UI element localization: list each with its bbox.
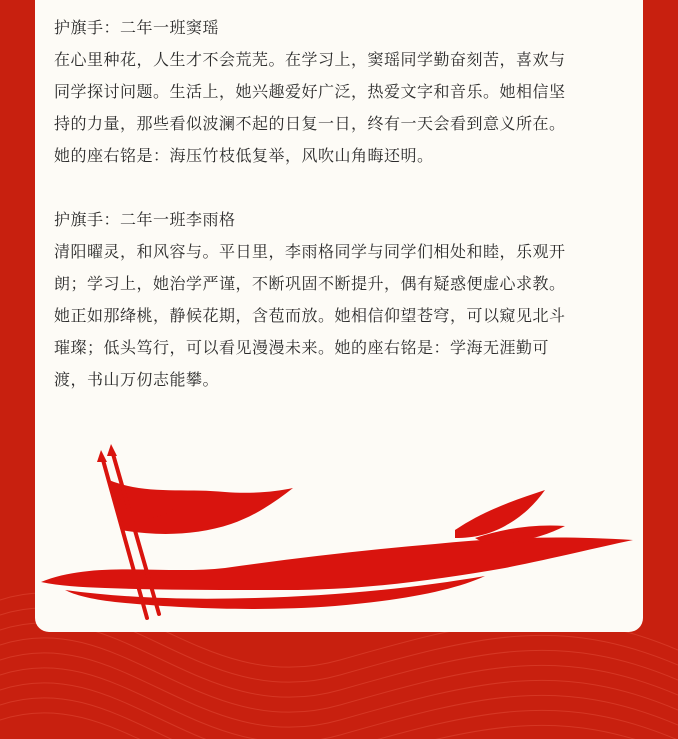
content-card [35,0,643,632]
text-line: 她的座右铭是：海压竹枝低复举，风吹山角晦还明。 [54,146,434,165]
red-flag-icon [35,440,643,632]
section-flag-bearer-2 [54,204,634,396]
section-flag-bearer-1 [54,12,634,172]
article-body [54,12,634,428]
text-line: 在心里种花，人生才不会荒芜。在学习上，窦瑶同学勤奋刻苦，喜欢与 [54,50,566,69]
text-line: 清阳曜灵，和风容与。平日里，李雨格同学与同学们相处和睦，乐观开 [54,242,566,261]
text-line: 同学探讨问题。生活上，她兴趣爱好广泛，热爱文字和音乐。她相信坚 [54,82,566,101]
section-title: 护旗手：二年一班李雨格 [54,210,236,229]
text-line: 她正如那绛桃，静候花期，含苞而放。她相信仰望苍穹，可以窥见北斗 [54,306,566,325]
text-line: 朗；学习上，她治学严谨，不断巩固不断提升，偶有疑惑便虚心求教。 [54,274,566,293]
text-line: 持的力量，那些看似波澜不起的日复一日，终有一天会看到意义所在。 [54,114,566,133]
text-line: 渡，书山万仞志能攀。 [54,370,220,389]
section-title: 护旗手：二年一班窦瑶 [54,18,220,37]
text-line: 璀璨；低头笃行，可以看见漫漫未来。她的座右铭是：学海无涯勤可 [54,338,550,357]
